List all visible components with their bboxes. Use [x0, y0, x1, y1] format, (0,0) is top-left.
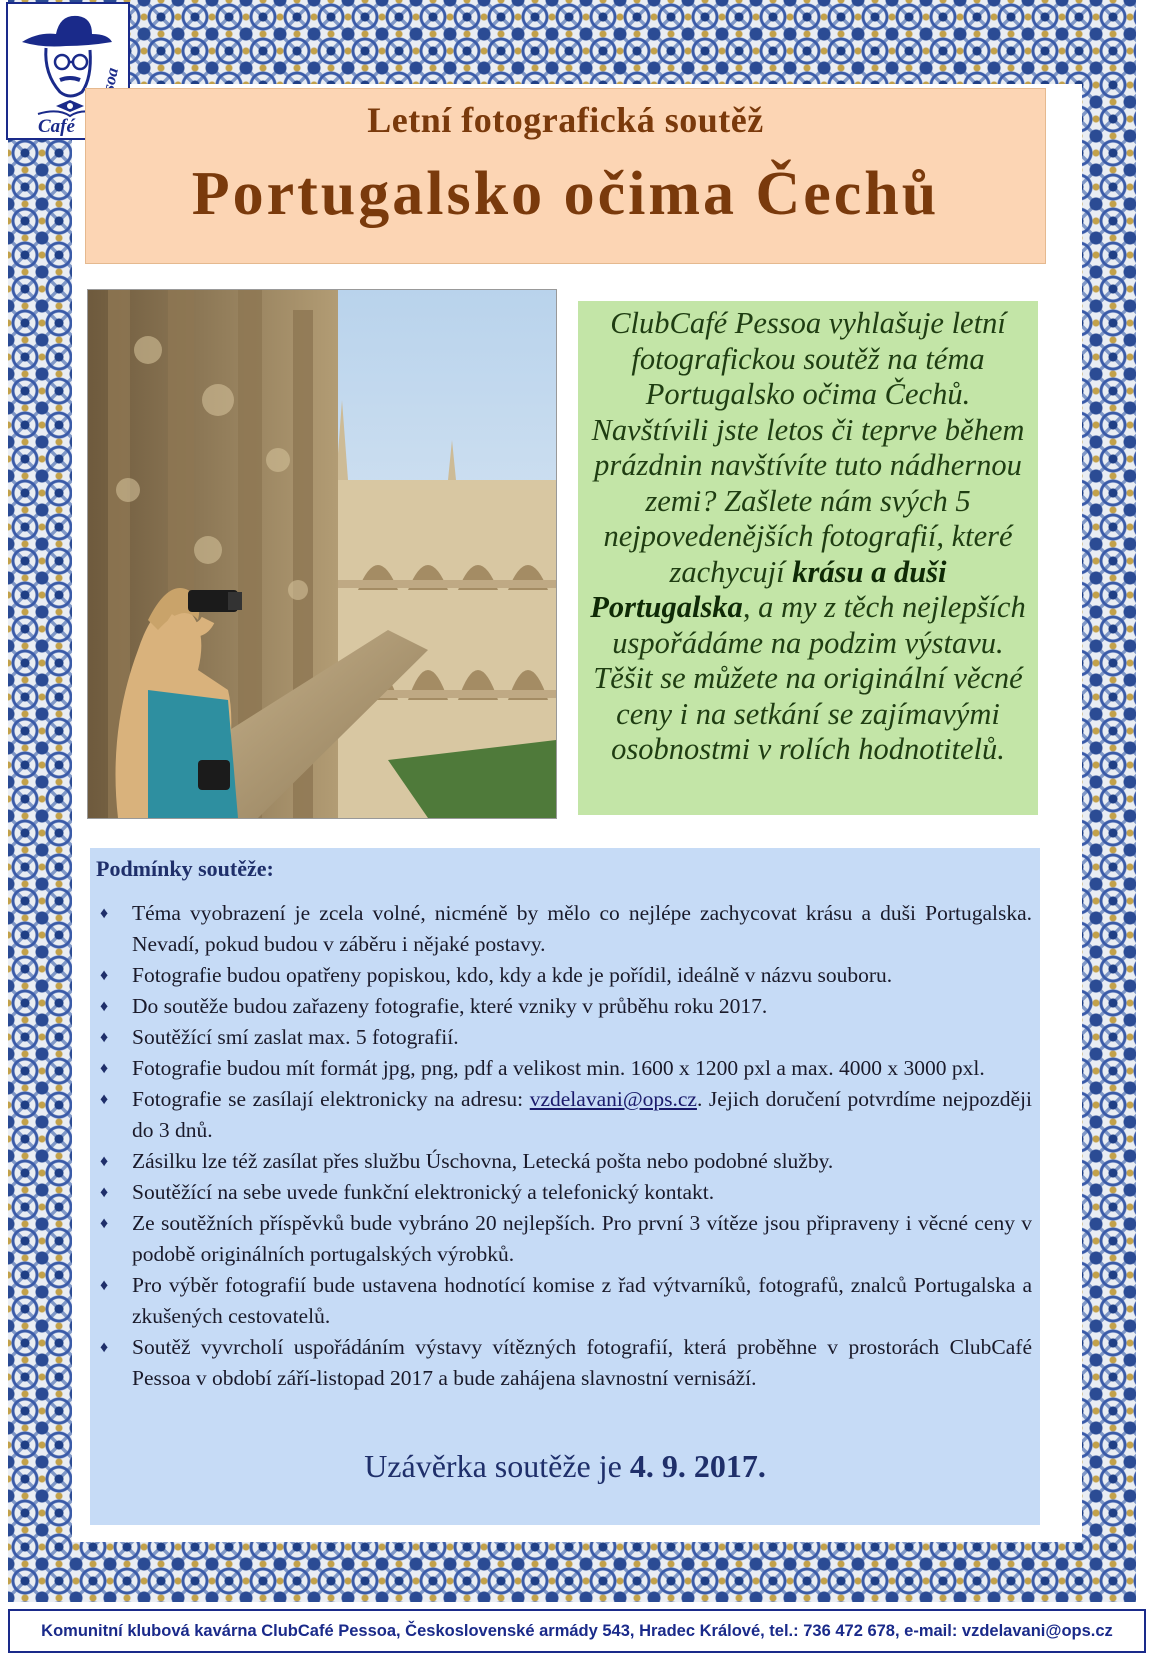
- contest-conditions: [90, 848, 1040, 1525]
- intro-text-start: ClubCafé Pessoa vyhlašuje letní fotografickou soutěž na téma Portugalsko očima Čechů. Navštívili jste letos či teprve během prázdnin navštívíte tuto nádhernou zemi? Zašlete nám svých 5 nejpovedenějších fotografií, které zachycují: [591, 306, 1025, 589]
- diamond-bullet-icon: ♦: [100, 967, 109, 984]
- contest-title: Portugalsko očima Čechů: [191, 160, 940, 228]
- diamond-bullet-icon: ♦: [100, 1060, 109, 1077]
- condition-item: ♦ Soutěžící smí zaslat max. 5 fotografií.: [96, 1022, 1032, 1053]
- deadline-date: 4. 9. 2017.: [629, 1448, 766, 1484]
- deadline-label: Uzávěrka soutěže je: [364, 1448, 630, 1484]
- deadline-line: [90, 1448, 1040, 1485]
- condition-item: ♦ Soutěžící na sebe uvede funkční elektronický a telefonický kontakt.: [96, 1177, 1032, 1208]
- condition-item: ♦ Ze soutěžních příspěvků bude vybráno 20 nejlepších. Pro první 3 vítěze jsou připraveny i věcné ceny v podobě originálních portugalských výrobků.: [96, 1208, 1032, 1270]
- svg-text:Café: Café: [38, 116, 75, 137]
- conditions-list: [96, 898, 1032, 1394]
- email-link[interactable]: vzdelavani@ops.cz: [529, 1087, 697, 1111]
- diamond-bullet-icon: ♦: [100, 1184, 109, 1201]
- condition-item: ♦ Pro výběr fotografií bude ustavena hodnotící komise z řad výtvarníků, fotografů, znalců Portugalska a zkušených cestovatelů.: [96, 1270, 1032, 1332]
- condition-item: ♦ Zásilku lze též zasílat přes službu Úschovna, Letecká pošta nebo podobné služby.: [96, 1146, 1032, 1177]
- diamond-bullet-icon: ♦: [100, 1277, 109, 1294]
- diamond-bullet-icon: ♦: [100, 1029, 109, 1046]
- footer-contact: Komunitní klubová kavárna ClubCafé Pessoa, Československé armády 543, Hradec Králové, tel.: 736 472 678, e-mail: vzdelavani@ops.cz: [8, 1609, 1146, 1653]
- intro-announcement: [578, 301, 1038, 815]
- diamond-bullet-icon: ♦: [100, 1339, 109, 1356]
- intro-text-end: , a my z těch nejlepších uspořádáme na podzim výstavu. Těšit se můžete na originální věcné ceny i na setkání se zajímavými osobnostmi v rolích hodnotitelů.: [593, 590, 1026, 766]
- title-banner: [85, 88, 1046, 264]
- condition-item: ♦ Soutěž vyvrcholí uspořádáním výstavy vítězných fotografií, která proběhne v prostorách ClubCafé Pessoa v období září-listopad 2017 a bude zahájena slavnostní vernisáží.: [96, 1332, 1032, 1394]
- condition-item: ♦ Fotografie budou mít formát jpg, png, pdf a velikost min. 1600 x 1200 pxl a max. 4000 x 3000 pxl.: [96, 1053, 1032, 1084]
- condition-item: ♦ Do soutěže budou zařazeny fotografie, které vzniky v průběhu roku 2017.: [96, 991, 1032, 1022]
- condition-item-email: ♦ Fotografie se zasílají elektronicky na adresu: vzdelavani@ops.cz. Jejich doručení potvrdíme nejpozději do 3 dnů.: [96, 1084, 1032, 1146]
- photo-jeronimos-cloister: [87, 289, 557, 819]
- diamond-bullet-icon: ♦: [100, 1215, 109, 1232]
- condition-item: ♦ Fotografie budou opatřeny popiskou, kdo, kdy a kde je pořídil, ideálně v názvu souboru.: [96, 960, 1032, 991]
- diamond-bullet-icon: ♦: [100, 905, 109, 922]
- diamond-bullet-icon: ♦: [100, 998, 109, 1015]
- conditions-heading: Podmínky soutěže:: [96, 856, 274, 881]
- intro-highlight: krásu a duši Portugalska: [590, 554, 947, 624]
- condition-item: ♦ Téma vyobrazení je zcela volné, nicméně by mělo co nejlépe zachycovat krásu a duši Portugalska. Nevadí, pokud budou v záběru i nějaké postavy.: [96, 898, 1032, 960]
- diamond-bullet-icon: ♦: [100, 1153, 109, 1170]
- diamond-bullet-icon: ♦: [100, 1091, 109, 1108]
- contest-subtitle: Letní fotografická soutěž: [367, 100, 764, 140]
